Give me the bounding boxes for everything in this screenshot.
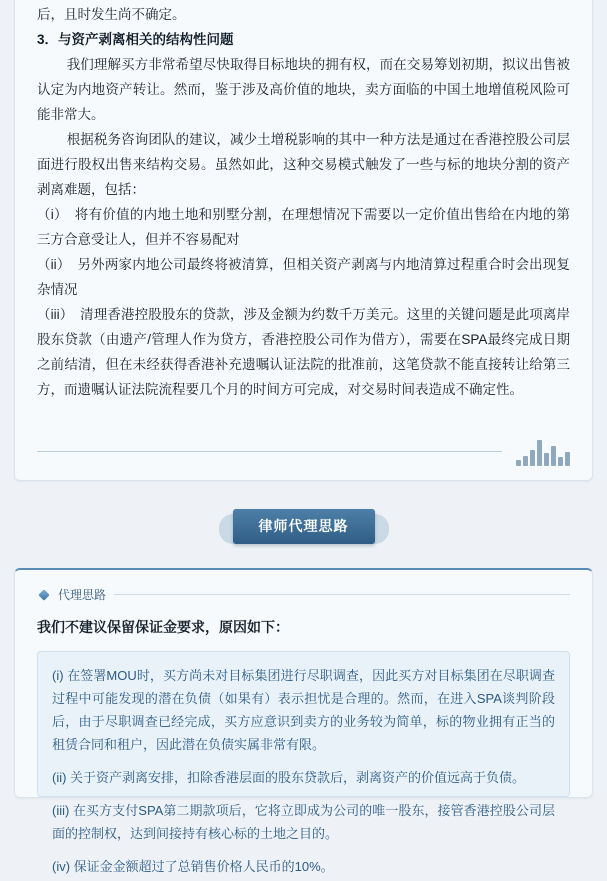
subsection-header	[15, 586, 592, 603]
paragraph-1: 我们理解买方非常希望尽快取得目标地块的拥有权，而在交易筹划初期，拟议出售被认定为内地资产转让。然而，鉴于涉及高价值的地块，卖方面临的中国土地增值税风险可能非常大。	[37, 57, 570, 122]
reason-iv: (iv) 保证金金额超过了总销售价格人民币的10%。	[52, 859, 334, 874]
document-card-upper	[14, 0, 593, 481]
section-heading: 3．与资产剥离相关的结构性问题	[37, 32, 234, 47]
lead-in-text: 后，且时发生尚不确定。	[37, 7, 186, 22]
reason-i: (i) 在签署MOU时，买方尚未对目标集团进行尽职调查，因此买方对目标集团在尽职调查过程中可能发现的潜在负债（如果有）表示担忧是合理的。然而，在进入SPA谈判阶段后，由于尽职调查已经完成，买方应意识到卖方的业务较为简单，标的物业拥有正当的租赁合同和租户，因此潜在负债实属非常有限。	[52, 668, 555, 752]
document-body	[15, 0, 592, 402]
list-item-ii: （ii） 另外两家内地公司最终将被清算，但相关资产剥离与内地清算过程重合时会出现复杂情况	[37, 257, 570, 297]
bar-chart-icon	[516, 432, 570, 466]
list-item-iii: （iii） 清理香港控股股东的贷款，涉及金额为约数千万美元。这里的关键问题是此项离岸股东贷款（由遗产/管理人作为贷方，香港控股公司作为借方），需要在SPA最终完成日期之前结清，但在未经获得香港补充遗嘱认证法院的批准前，这笔贷款不能直接转让给第三方，而遗嘱认证法院流程要几个月的时间方可完成，对交易时间表造成不确定性。	[37, 307, 570, 397]
footer-divider	[37, 451, 502, 452]
subsection-divider	[114, 594, 570, 595]
reason-ii: (ii) 关于资产剥离安排，扣除香港层面的股东贷款后，剥离资产的价值远高于负债。	[52, 770, 526, 785]
card-footer	[37, 426, 570, 466]
section-ribbon	[0, 509, 607, 544]
recommendation-statement: 我们不建议保留保证金要求，原因如下：	[37, 619, 289, 635]
reason-iii: (iii) 在买方支付SPA第二期款项后，它将立即成为公司的唯一股东，接管香港控股公司层面的控制权，达到间接持有核心标的土地之目的。	[52, 803, 555, 841]
ribbon-label: 律师代理思路	[233, 509, 375, 544]
document-card-lower	[14, 568, 593, 874]
diamond-icon	[37, 588, 50, 601]
list-item-i: （i） 将有价值的内地土地和别墅分割，在理想情况下需要以一定价值出售给在内地的第三方合意受让人，但并不容易配对	[37, 207, 570, 247]
paragraph-2: 根据税务咨询团队的建议，减少土增税影响的其中一种方法是通过在香港控股公司层面进行股权出售来结构交易。虽然如此，这种交易模式触发了一些与标的地块分割的资产剥离难题，包括：	[37, 132, 570, 197]
reason-panel	[37, 651, 570, 874]
subsection-label: 代理思路	[58, 588, 107, 602]
